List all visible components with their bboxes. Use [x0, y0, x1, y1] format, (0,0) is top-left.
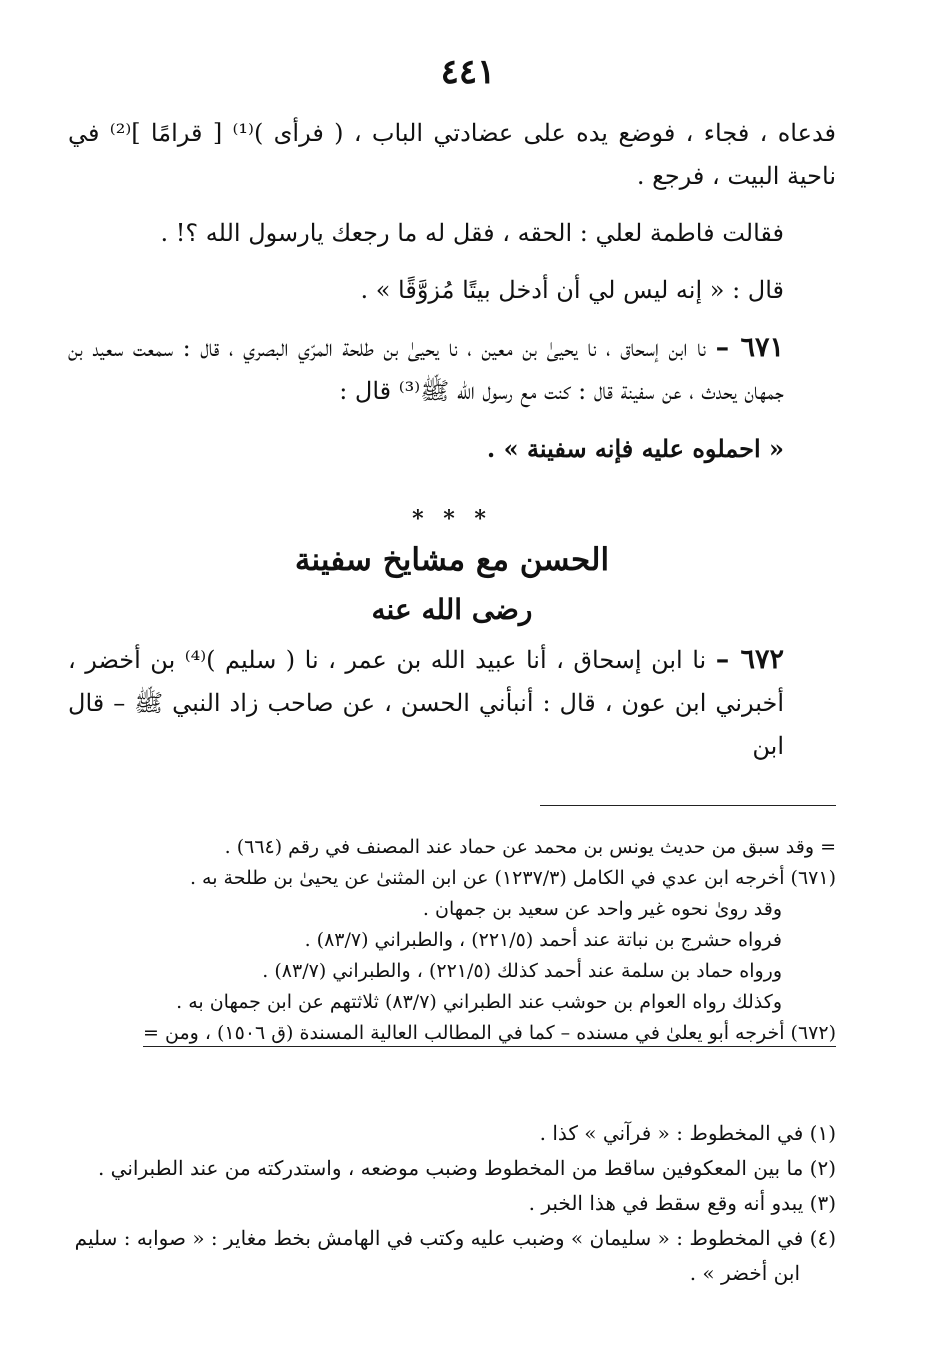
paragraph-2: فقالت فاطمة لعلي : الحقه ، فقل له ما رجعك يارسول الله ؟! . [160, 219, 784, 247]
note-line: (٦٧١) أخرجه ابن عدي في الكامل (١٢٣٧/٣) عن ابن المثنىٰ عن يحيىٰ بن طلحة به . [189, 867, 836, 889]
hadith-671-quote: « احملوه عليه فإنه سفينة » . [486, 434, 784, 463]
footnote-4-continued: ابن أخضر » . [689, 1261, 800, 1285]
note-line: فرواه حشرج بن نباتة عند أحمد (٢٢١/٥) ، والطبراني (٨٣/٧) . [304, 929, 782, 951]
hadith-number-672: ٦٧٢ – [715, 644, 784, 675]
note-line [68, 1018, 836, 1049]
hadith-671-text: نا ابن إسحاق ، نا يحيىٰ بن معين ، نا يحيىٰ بن طلحة المرّي البصري ، قال : سمعت سعيد بن جمهان يحدث ، عن سفينة قال : كنت مع رسول الله ﷺ⁽³⁾ قال : [68, 334, 784, 405]
section-title: الحسن مع مشايخ سفينة [294, 542, 610, 578]
paragraph-3: قال : « إنه ليس لي أن أدخل بيتًا مُزوَّقًا » . [360, 276, 784, 304]
footnote-3: (٣) يبدو أنه وقع سقط في هذا الخبر . [528, 1191, 836, 1215]
commentary-notes [68, 832, 836, 1049]
notes-divider [540, 805, 836, 806]
hadith-672-text: نا ابن إسحاق ، أنا عبيد الله بن عمر ، نا ( سليم )⁽⁴⁾ بن أخضر ، أخبرني ابن عون ، قال : أنبأني الحسن ، عن صاحب زاد النبي ﷺ – قال ابن [68, 646, 784, 760]
footnotes [68, 1116, 836, 1291]
note-line: وكذلك رواه العوام بن حوشب عند الطبراني (٨٣/٧) ثلاثتهم عن ابن جمهان به . [176, 991, 782, 1013]
note-line: وقد روىٰ نحوه غير واحد عن سعيد بن جمهان . [422, 898, 782, 920]
paragraph-1: فدعاه ، فجاء ، فوضع يده على عضادتي الباب ، ( فرأى )⁽¹⁾ [ قرامًا ]⁽²⁾ في ناحية البيت ، فرجع . [68, 119, 837, 190]
footnote-4: (٤) في المخطوط : « سليمان » وضبب عليه وكتب في الهامش بخط مغاير : « صوابه : سليم [74, 1226, 836, 1250]
hadith-number-671: ٦٧١ – [715, 332, 784, 363]
note-line: = وقد سبق من حديث يونس بن محمد عن حماد عند المصنف في رقم (٦٦٤) . [224, 836, 836, 858]
main-text [68, 112, 836, 768]
section-subtitle: رضى الله عنه [371, 593, 533, 626]
note-line: ورواه حماد بن سلمة عند أحمد كذلك (٢٢١/٥) ، والطبراني (٨٣/٧) . [262, 960, 782, 982]
note-line-text: (٦٧٢) أخرجه أبو يعلىٰ في مسنده – كما في المطالب العالية المسندة (ق ١٥٠٦) ، ومن = [143, 1022, 836, 1047]
page-number: ٤٤١ [440, 52, 496, 92]
section-divider: * * * [412, 506, 492, 532]
footnote-1: (١) في المخطوط : « فرآني » كذا . [539, 1121, 836, 1145]
footnote-2: (٢) ما بين المعكوفين ساقط من المخطوط وضبب موضعه ، واستدركته من عند الطبراني . [97, 1156, 836, 1180]
hadith-671 [68, 326, 836, 413]
hadith-672 [68, 638, 836, 768]
